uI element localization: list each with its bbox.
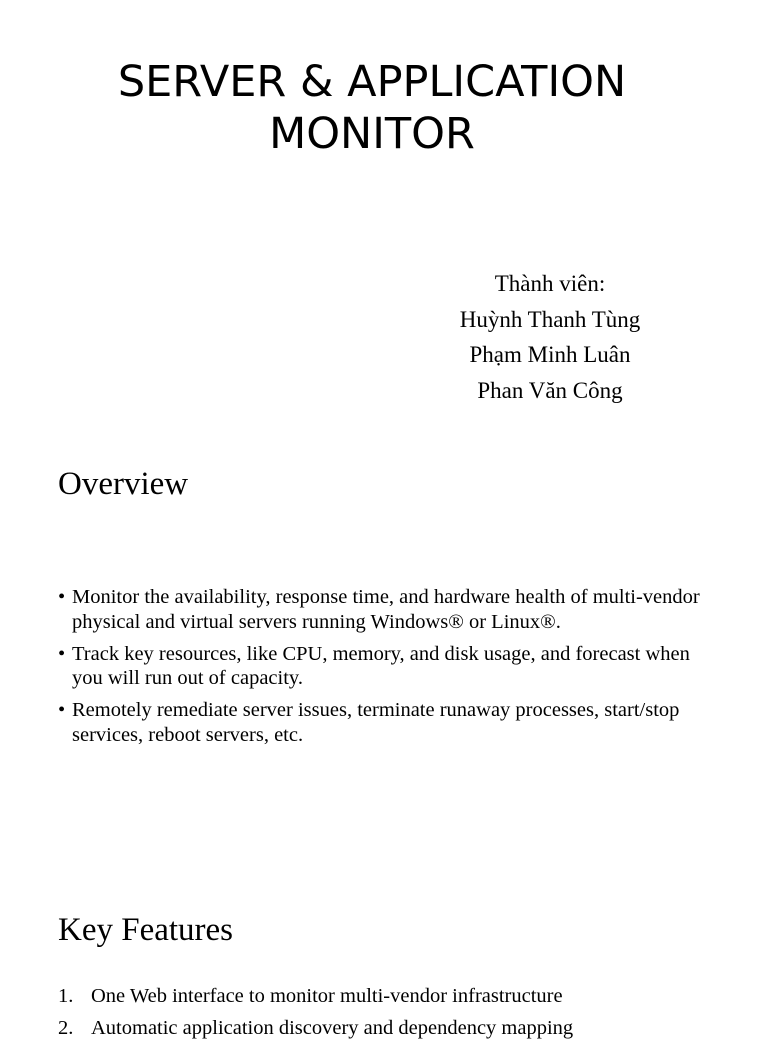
member-name: Phạm Minh Luân — [469, 342, 631, 367]
members-block — [400, 266, 700, 408]
bullet-text: Monitor the availability, response time, and hardware health of multi-vendor physical and virtual servers running Windows® or Linux®. — [72, 586, 700, 633]
overview-bullet-list — [58, 585, 718, 755]
overview-heading: Overview — [58, 466, 189, 502]
item-number: 2. — [58, 1017, 74, 1039]
key-features-list — [58, 983, 738, 1047]
title-line-2: MONITOR — [269, 109, 475, 159]
bullet-icon: • — [58, 699, 66, 721]
list-item — [58, 1015, 738, 1041]
bullet-icon: • — [58, 586, 66, 608]
item-text: One Web interface to monitor multi-vendor infrastructure — [91, 985, 563, 1007]
bullet-text: Track key resources, like CPU, memory, and disk usage, and forecast when you will run out of capacity. — [72, 642, 690, 689]
bullet-icon: • — [58, 642, 66, 665]
bullet-text: Remotely remediate server issues, terminate runaway processes, start/stop services, reboot servers, etc. — [72, 699, 680, 746]
list-item — [58, 983, 738, 1009]
title-line-1: SERVER & APPLICATION — [117, 57, 627, 107]
item-number: 1. — [58, 985, 74, 1007]
key-features-heading: Key Features — [58, 912, 234, 948]
member-name: Huỳnh Thanh Tùng — [459, 306, 641, 332]
list-item — [58, 585, 718, 634]
item-text: Automatic application discovery and dependency mapping — [91, 1017, 574, 1039]
members-label: Thành viên: — [494, 271, 606, 296]
list-item — [58, 698, 718, 747]
list-item — [58, 642, 718, 691]
document-title — [0, 56, 744, 160]
member-name: Phan Văn Công — [477, 377, 623, 403]
